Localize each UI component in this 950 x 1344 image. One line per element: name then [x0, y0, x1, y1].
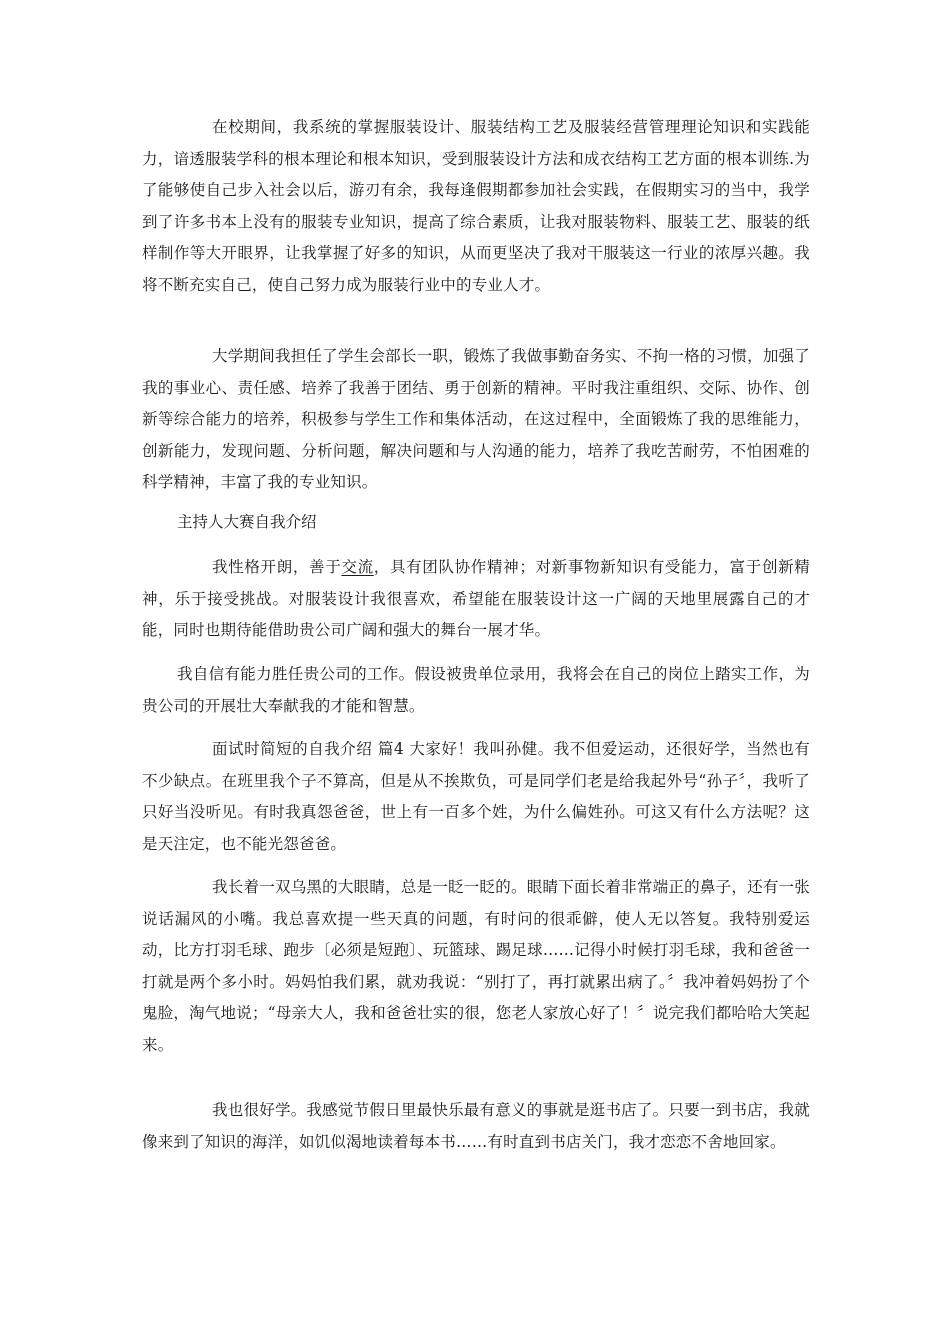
paragraph-school-period: 在校期间，我系统的掌握服装设计、服装结构工艺及服装经营管理理论知识和实践能力，谙透服装学科的根本理论和根本知识，受到服装设计方法和成衣结构工艺方面的根本训练.为了能够使自己步入社会以后，游刃有余，我每逢假期都参加社会实践，在假期实习的当中，我学到了许多书本上没有的服装专业知识，提高了综合素质，让我对服装物料、服装工艺、服装的纸样制作等大开眼界，让我掌握了好多的知识，从而更坚决了我对干服装这一行业的浓厚兴趣。我将不断充实自己，使自己努力成为服装行业中的专业人才。: [142, 118, 810, 294]
paragraph-university-period: 大学期间我担任了学生会部长一职，锻炼了我做事勤奋务实、不拘一格的习惯，加强了我的事业心、责任感、培养了我善于团结、勇于创新的精神。平时我注重组织、交际、协作、创新等综合能力的培养，积极参与学生工作和集体活动，在这过程中，全面锻炼了我的思维能力，创新能力，发现问题、分析问题，解决问题和与人沟通的能力，培养了我吃苦耐劳，不怕困难的科学精神，丰富了我的专业知识。: [142, 347, 810, 491]
paragraph-personality: [142, 552, 810, 647]
paragraph-love-learning: 我也很好学。我感觉节假日里最快乐最有意义的事就是逛书店了。只要一到书店，我就像来到了知识的海洋，如饥似渴地读着每本书……有时直到书店关门，我才恋恋不舍地回家。: [142, 1101, 810, 1151]
underlined-word-communication: 交流: [341, 558, 374, 576]
section-heading-host-contest: 主持人大赛自我介绍: [177, 513, 317, 531]
paragraph-confidence: 我自信有能力胜任贵公司的工作。假设被贵单位录用，我将会在自己的岗位上踏实工作，为贵公司的开展壮大奉献我的才能和智慧。: [142, 665, 810, 715]
personality-text-before: 我性格开朗，善于: [212, 558, 342, 576]
paragraph-appearance-sports: 我长着一双乌黑的大眼睛，总是一眨一眨的。眼睛下面长着非常端正的鼻子，还有一张说话漏风的小嘴。我总喜欢提一些天真的问题，有时问的很乖僻，使人无以答复。我特别爱运动，比方打羽毛球、跑步〔必须是短跑〕、玩篮球、踢足球……记得小时候打羽毛球，我和爸爸一打就是两个多小时。妈妈怕我们累，就劝我说：“别打了，再打就累出病了。〞我冲着妈妈扮了个鬼脸，淘气地说；“母亲大人，我和爸爸壮实的很，您老人家放心好了！〞说完我们都哈哈大笑起来。: [142, 878, 810, 1054]
personality-text-after: ，具有团队协作精神；对新事物新知识有受能力，富于创新精神，乐于接受挑战。对服装设计我很喜欢，希望能在服装设计这一广阔的天地里展露自己的才能，同时也期待能借助贵公司广阔和强大的舞台一展才华。: [142, 558, 811, 639]
paragraph-self-intro: 面试时简短的自我介绍 篇4 大家好！我叫孙健。我不但爱运动，还很好学，当然也有不少缺点。在班里我个子不算高，但是从不挨欺负，可是同学们老是给我起外号“孙子〞，我听了只好当没听见。有时我真怨爸爸，世上有一百多个姓，为什么偏姓孙。可这又有什么方法呢？这是天注定，也不能光怨爸爸。: [142, 740, 810, 853]
